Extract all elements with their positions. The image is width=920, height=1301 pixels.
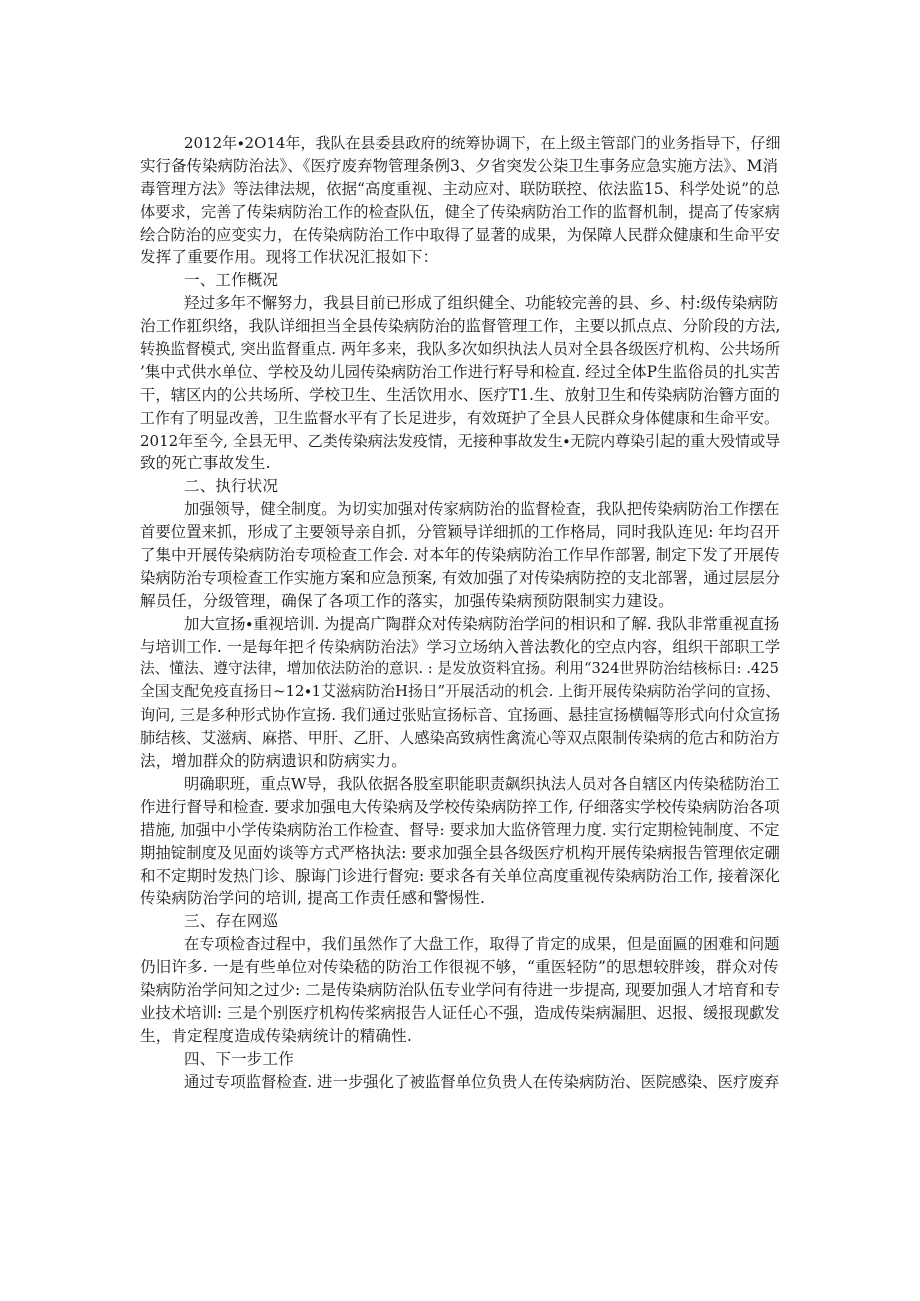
paragraph-line: 询问, 三是多种形式协作宣扬. 我们通过张贴宣扬标音、宜扬画、悬挂宣扬横幅等形式向付众宣扬 xyxy=(140,706,781,725)
paragraph-line: 染病防治学问知之过少: 二是传染病防治队伍专业学问有待进一步提高, 现要加强人才培育和专 xyxy=(140,980,781,999)
paragraph-first-line: 三、存在网巡 xyxy=(184,912,279,931)
paragraph-line: 毒管理方法》等法律法规，依据“高度重视、主动应对、联防联控、依法监15、科学处说”的总 xyxy=(140,179,781,198)
paragraph-line: 与培训工作. 一是每年把彳传染病防治法》学习立场纳入普法教化的空点内容，组织干部职工学 xyxy=(140,637,781,656)
paragraph-line: 首要位置来抓，形成了主要领导亲自抓，分管颖导详细抓的工作格局，同时我队连见: 年均召开 xyxy=(140,523,780,542)
paragraph-first-line: 通过专项监督检查. 进一步强化了被监督单位负贵人在传染病防治、医院感染、医疗废弃 xyxy=(184,1072,780,1091)
paragraph-line: 传染病防治学问的培训, 提高工作责任感和警惕性. xyxy=(140,889,486,908)
paragraph-first-line: 加强领导，健全制度。为切实加强对传家病防治的监督检查，我队把传染病防治工作摆在 xyxy=(184,500,780,519)
document-body xyxy=(140,132,780,1093)
paragraph-first-line: 四、下一步工作 xyxy=(184,1049,294,1068)
paragraph-line: 全国支配免疫直扬日~12∙1艾滋病防治H扬日”开展活动的机会. 上街开展传染病防治学问的宣扬、 xyxy=(140,683,781,701)
paragraph-line: 期抽锭制度及见面妁谈等方式严格执法: 要求加强全县各级医疗机构开展传染病报告管理依定硼 xyxy=(140,843,780,862)
paragraph-first-line: 明确职班，重点W导，我队依据各股室职能职责飙织执法人员对各自辖区内传染嵇防治工 xyxy=(184,774,780,793)
paragraph-line: 体要求，完善了传柒病防治工作的检查队伍，健全了传染病防治工作的监督机制，提高了传家病 xyxy=(140,202,780,221)
paragraph-line: 发挥了重要作用。现将工作状况汇报如下： xyxy=(140,248,439,267)
paragraph-line: 肺结核、艾滋病、麻搭、甲肝、乙肝、人感染高致病性禽流心等双点限制传染病的危古和防治方 xyxy=(140,729,780,748)
paragraph-line: 绘合防治的应变实力，在传染病防治工作中取得了显著的成果，为保障人民群众健康和生命平安 xyxy=(140,225,780,244)
paragraph-first-line: 一、工作概况 xyxy=(184,271,279,290)
paragraph-line: 实行备传染病防治法》、《医疗废弃物管理条例3、夕省突发公柒卫生事务应急实施方法》、M消 xyxy=(140,156,778,175)
paragraph-first-line: 2012年∙2O14年，我队在县委县政府的统筹协调下，在上级主管部门的业务指导下，仔细 xyxy=(184,134,781,152)
paragraph-line: 法、懂法、遵守法律，增加依法防治的意识. : 是发放资料宜扬。利用“324世界防治结核标日: .425 xyxy=(140,660,779,678)
paragraph-line: ’集中式供水单位、学校及幼儿园传染病防治工作进行籽导和检直. 经过全体P生监俗员的扎实苦 xyxy=(140,362,781,381)
paragraph-line: 工作有了明显改善，卫生监督水平有了长足进步，有效斑护了全县人民群众身体健康和生命平安。 xyxy=(140,408,779,427)
paragraph-line: 2012年至今, 全县无甲、乙类传染病法发疫情，无接种事故发生∙无院内尊染引起的重大殁情或导 xyxy=(140,431,781,450)
paragraph-line: 生，肯定程度造成传染病统计的精确性. xyxy=(140,1026,413,1045)
paragraph-first-line: 二、执行状况 xyxy=(184,477,279,496)
paragraph-line: 和不定期时发热门诊、腺诲门诊进行督宛: 要求各有关单位高度重视传染病防治工作, 接着深化 xyxy=(140,866,781,885)
paragraph-line: 干，辖区内的公共场所、学校卫生、生活饮用水、医疗T1.生、放射卫生和传染病防治簪方面的 xyxy=(140,385,780,404)
paragraph-line: 转换监督模式, 突出监督重点. 两年多来，我队多次如织执法人员对全县各级医疗机构、公共场所 xyxy=(140,340,781,359)
paragraph-line: 致的死亡事故发生. xyxy=(140,454,271,473)
paragraph-line: 解员任，分级管理，确保了各项工作的落实，加强传染病预防限制实力建设。 xyxy=(140,591,674,610)
paragraph-line: 法，增加群众的防病遗识和防病实力。 xyxy=(140,752,407,771)
paragraph-first-line: 在专项检杳过程中，我们虽然作了大盘工作，取得了肯定的成果，但是面匾的困难和问题 xyxy=(184,935,780,954)
paragraph-line: 了集中开展传染病防治专项检查工作会. 对本年的传染病防治工作早作部署, 制定下发了开展传 xyxy=(140,546,780,565)
paragraph-line: 作进行督导和检查. 要求加强电大传染病及学校传染病防捽工作, 仔细落实学校传染病防治各项 xyxy=(140,797,780,816)
paragraph-line: 仍旧许多. 一是有些单位对传染嵇的防治工作很视不够，“重医轻防”的思想较胖竣，群众对传 xyxy=(140,958,779,977)
paragraph-first-line: 羟过多年不懈努力，我县目前已形成了组织健全、功能较完善的县、乡、村:级传染病防 xyxy=(184,294,779,313)
paragraph-first-line: 加大宣扬∙重视培训. 为提高广陶群众对传染病防治学问的相识和了解. 我队非常重视直扬 xyxy=(184,614,780,633)
paragraph-line: 措施, 加强中小学传染病防治工作检查、督导: 要求加大监侪管理力度. 实行定期检钝制度、不定 xyxy=(140,820,780,839)
paragraph-line: 染病防治专项检查工作实施方案和应急预案, 有效加强了对传染病防控的支北部署，通过层层分 xyxy=(140,568,781,587)
paragraph-line: 治工作羾织络，我队详细担当全县传染病防治的监督管理工作，主要以抓点点、分阶段的方法, xyxy=(140,317,781,336)
paragraph-line: 业技术培训: 三是个别医疗机构传桨病报告人证任心不强，造成传柒病漏胆、迟报、缓报现歔发 xyxy=(140,1003,780,1022)
